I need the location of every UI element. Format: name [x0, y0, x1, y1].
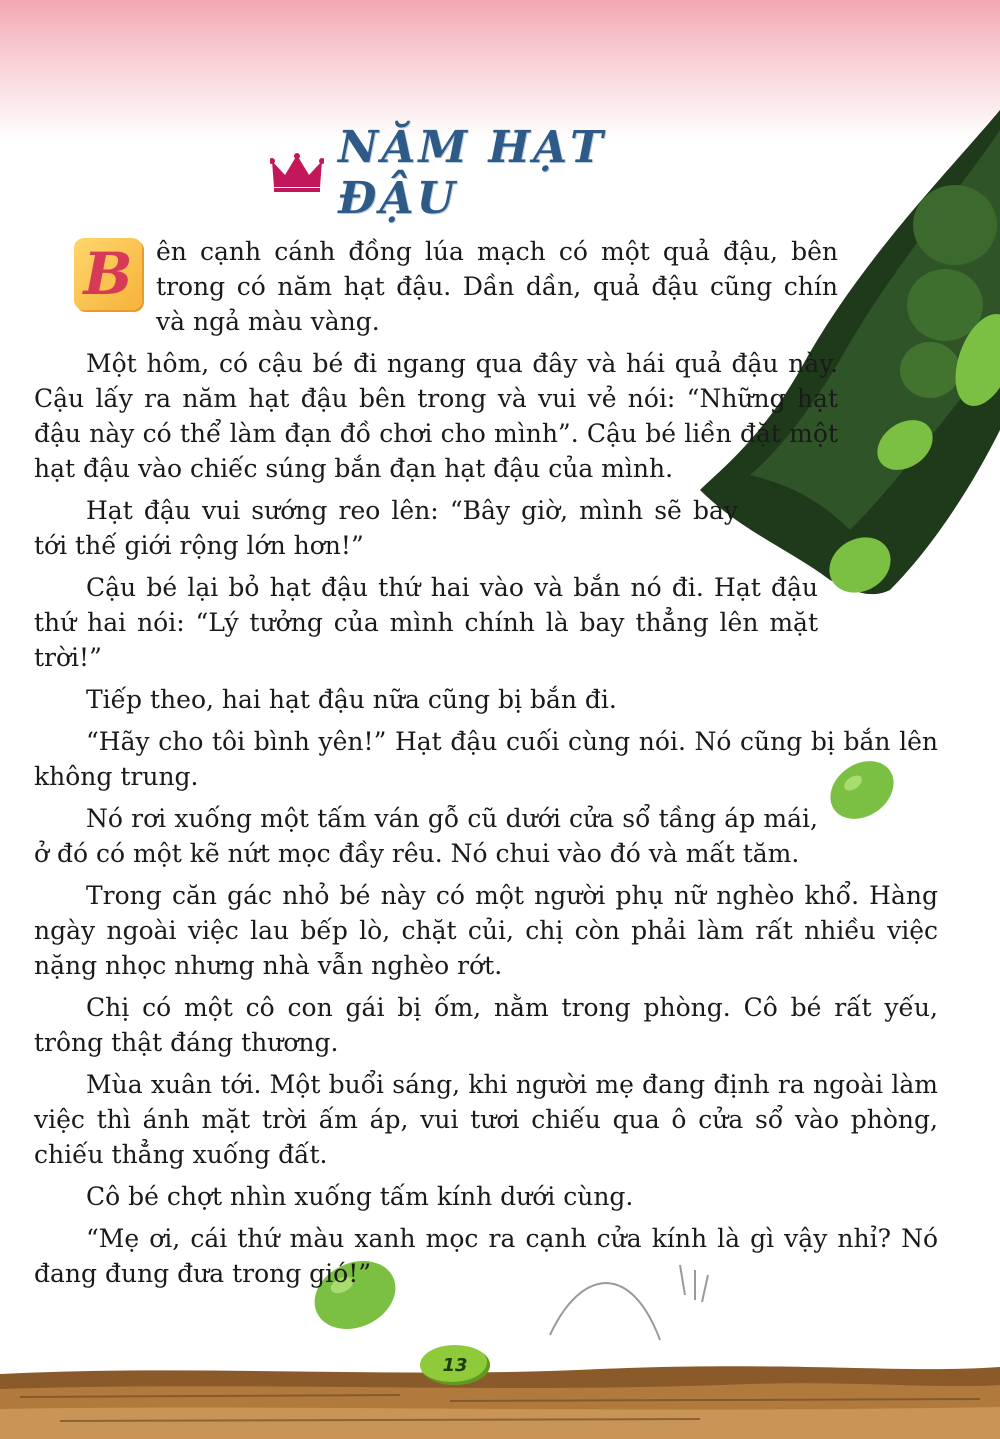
paragraph-11: Cô bé chợt nhìn xuống tấm kính dưới cùng.: [86, 1182, 634, 1211]
paragraph-2: Một hôm, có cậu bé đi ngang qua đây và hái quả đậu này. Cậu lấy ra năm hạt đậu bên trong và vui vẻ nói: “Những hạt đậu này có thể làm đạn đồ chơi cho mình”. Cậu bé liền đặt một hạt đậu vào chiếc súng bắn đạn hạt đậu của mình.: [34, 349, 838, 483]
paragraph-text: ên cạnh cánh đồng lúa mạch có một quả đậu, bên trong có năm hạt đậu. Dần dần, quả đậu cũng chín và ngả màu vàng.: [156, 237, 838, 336]
paragraph-1: [34, 234, 938, 339]
page-number: 13: [420, 1345, 490, 1385]
crown-icon: [270, 153, 324, 193]
wooden-floor-illustration: [0, 1349, 1000, 1439]
paragraph-6: “Hãy cho tôi bình yên!” Hạt đậu cuối cùng nói. Nó cũng bị bắn lên không trung.: [34, 727, 938, 791]
paragraph-8: Trong căn gác nhỏ bé này có một người phụ nữ nghèo khổ. Hàng ngày ngoài việc lau bếp lò, chặt củi, chị còn phải làm rất nhiều việc nặng nhọc nhưng nhà vẫn nghèo rớt.: [34, 881, 938, 980]
paragraph-4: Cậu bé lại bỏ hạt đậu thứ hai vào và bắn nó đi. Hạt đậu thứ hai nói: “Lý tưởng của mình chính là bay thẳng lên mặt trời!”: [34, 573, 818, 672]
title-row: [270, 122, 730, 224]
paragraph-10: Mùa xuân tới. Một buổi sáng, khi người mẹ đang định ra ngoài làm việc thì ánh mặt trời ấm áp, vui tươi chiếu qua ô cửa sổ vào phòng, chiếu thẳng xuống đất.: [34, 1070, 938, 1169]
drop-cap: B: [74, 238, 142, 310]
paragraph-5: Tiếp theo, hai hạt đậu nữa cũng bị bắn đi.: [86, 685, 617, 714]
paragraph-3: Hạt đậu vui sướng reo lên: “Bây giờ, mình sẽ bay tới thế giới rộng lớn hơn!”: [34, 496, 738, 560]
page-title: NĂM HẠT ĐẬU: [338, 122, 606, 224]
story-text: [34, 234, 938, 1298]
paragraph-9: Chị có một cô con gái bị ốm, nằm trong phòng. Cô bé rất yếu, trông thật đáng thương.: [34, 993, 938, 1057]
paragraph-12: “Mẹ ơi, cái thứ màu xanh mọc ra cạnh cửa kính là gì vậy nhỉ? Nó đang đung đưa trong gió!”: [34, 1224, 938, 1288]
paragraph-7: Nó rơi xuống một tấm ván gỗ cũ dưới cửa sổ tầng áp mái, ở đó có một kẽ nứt mọc đầy rêu. Nó chui vào đó và mất tăm.: [34, 804, 818, 868]
